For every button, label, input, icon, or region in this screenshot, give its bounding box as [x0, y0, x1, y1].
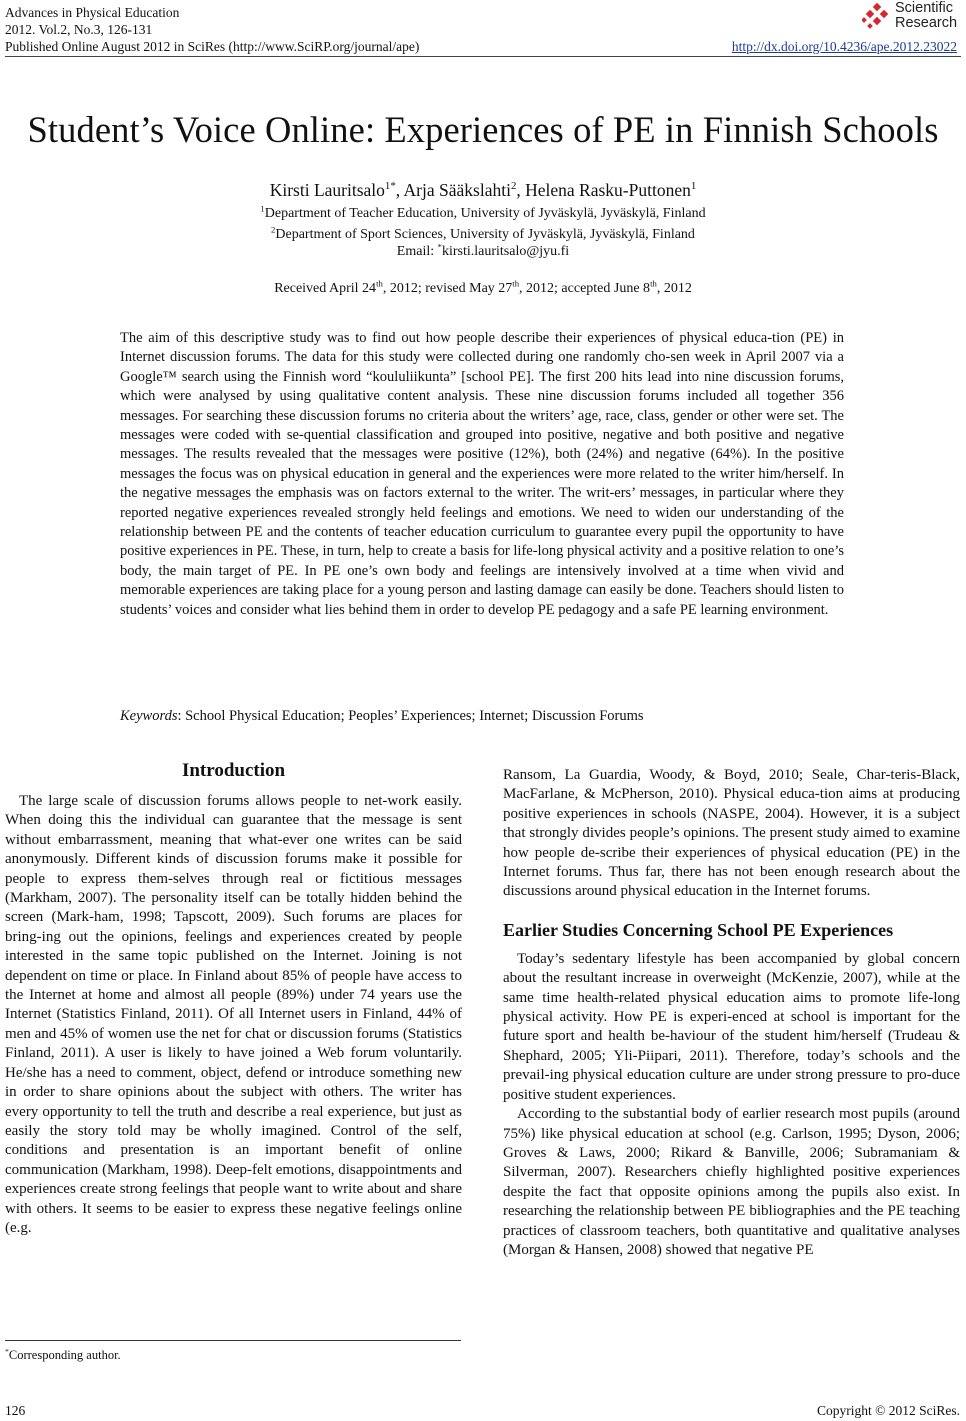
email-address[interactable]: kirsti.lauritsalo@jyu.fi — [441, 244, 570, 259]
affiliation-sup: 2 — [271, 224, 276, 235]
volume-info: 2012. Vol.2, No.3, 126-131 — [5, 22, 153, 37]
intro-paragraph-continued: Ransom, La Guardia, Woody, & Boyd, 2010; Seale, Char-teris-Black, MacFarlane, & McPherson, 2010). Physical educa-tion aims at producing positive experiences in schools (NASPE, 2004). However, it is a subject that strongly divides people’s opinions. The present study aimed to examine how people de-scribe their experiences of physical education (PE) in the Internet forums. Thus far, there has not been enough research about the discussions around physical education in the Internet forums. — [503, 767, 960, 900]
logo-text-research: Research — [895, 15, 958, 31]
author-sup: 2 — [510, 180, 517, 193]
earlier-paragraph-2: According to the substantial body of earlier research most pupils (around 75%) like physical education at school (e.g. Carlson, 1995; Dyson, 2006; Groves & Laws, 2000; Rikard & Banville, 2006; Subramaniam & Silverman, 2007). Researchers chiefly highlighted positive experiences despite the fact that opposite opinions among the pupils also exist. In researching the relationship between PE bibliographies and the PE teaching practices of classroom teachers, both quantitative and qualitative analyses (Morgan & Hansen, 2008) showed that negative PE — [503, 1106, 960, 1258]
footnote-divider — [5, 1340, 461, 1341]
abstract: The aim of this descriptive study was to find out how people describe their experiences of physical educa-tion (PE) in Internet discussion forums. The data for this study were collected during one randomly cho-sen week in April 2007 via a Google™ search using the Finnish word “koululiikunta” [school PE]. The first 200 hits lead into nine discussion forums, which were analysed by using qualitative content analysis. These nine discussion forums included all together 356 messages. For searching these discussion forums no criteria about the writers’ age, race, class, gender or other were set. The messages were coded with se-quential classification and grouped into positive, negative and both positive and negative messages. The results revealed that the messages were positive (12%), both (24%) and negative (64%). In the positive messages the focus was on physical education in general and the experiences were more related to the writer him/herself. In the negative messages the emphasis was on factors external to the writer. The writ-ers’ messages, in particular where they reported negative experiences revealed strongly held feelings and emotions. We need to widen our understanding of the relationship between PE and the contents of teacher education curriculum to guarantee every pupil the opportunity to have positive experiences in PE. These, in turn, help to create a basis for life-long physical activity and a positive relation to one’s body, the main target of PE. In PE one’s own body and feelings are intensively involved at a time when vivid and memorable experiences are taking place for a young person and lasting damage can easily be done. Teachers should listen to students’ voices and consider what lies behind them in order to develop PE pedagogy and a safe PE learning environment. — [120, 330, 844, 618]
author-name: Arja Sääkslahti — [403, 180, 511, 200]
right-column — [503, 766, 960, 1260]
publication-info: Published Online August 2012 in SciRes (http://www.SciRP.org/journal/ape) — [5, 39, 420, 54]
date-sup: th — [512, 278, 520, 289]
section-heading-introduction: Introduction — [181, 760, 286, 781]
doi-link[interactable]: http://dx.doi.org/10.4236/ape.2012.23022 — [731, 39, 957, 54]
contact-email — [0, 241, 966, 260]
affiliation-2 — [0, 224, 966, 243]
intro-paragraph: The large scale of discussion forums allows people to net-work easily. When doing this the individual can guarantee that the message is sent without embarrassment, meaning that what-ever one writes can be said anonymously. Different kinds of discussion forums make it possible for people to express them-selves through real or fictitious messages (Markham, 2007). The personality itself can be totally hidden behind the screen (Mark-ham, 1998; Tapscott, 2009). Such forums are places for bring-ing out the opinions, feelings and experiences created by people interested in the same topic published on the Internet. Joining is not dependent on time or place. In Finland about 85% of people have access to the Internet at home and almost all people (89%) under 74 years use the Internet (Statistics Finland, 2011). Of all Internet users in Finland, 44% of men and 45% of women use the net for chat or discussion forums (Statistics Finland, 2011). A user is likely to have joined a Web forum voluntarily. He/she has a need to comment, object, defend or introduce something new in order to share opinions about the subject with others. The writer has every opportunity to tell the truth and describe a real experience, but just as easily the story told may be wholly imagined. Control of the self, conditions and presentation is an important benefit of online communication (Markham, 1998). Deep-felt emotions, disappointments and experiences create strong feelings that people want to write about and share with others. It seems to be easier to express these negative feelings online (e.g. — [5, 793, 462, 1236]
affiliation-sup: 1 — [260, 203, 265, 214]
earlier-paragraph-1: Today’s sedentary lifestyle has been accompanied by global concern about the resultant increase in overweight (McKenzie, 2007), while at the same time health-related physical education aims to promote life-long physical activity. How PE is experi-enced at school is important for the future sport and health be-haviour of the student him/herself (Trudeau & Shephard, 2005; Yli-Piipari, 2011). Therefore, today’s schools and the prevail-ing physical education culture are under strong pressure to pro-duce positive student experiences. — [503, 950, 960, 1103]
author-sup: 1 — [690, 180, 697, 193]
author-sup: 1* — [384, 180, 396, 193]
journal-name: Advances in Physical Education — [5, 5, 180, 20]
keywords-label: Keywords — [120, 708, 178, 724]
affiliation-text: Department of Teacher Education, University of Jyväskylä, Jyväskylä, Finland — [264, 206, 706, 221]
author-name: Kirsti Lauritsalo — [269, 180, 385, 200]
page-number: 126 — [5, 1403, 26, 1418]
revised-text: , 2012; revised May 27 — [382, 281, 513, 296]
footnote — [5, 1348, 121, 1363]
paper-title: Student’s Voice Online: Experiences of PE in Finnish Schools — [27, 109, 939, 150]
author-name: Helena Rasku-Puttonen — [525, 180, 691, 200]
sciRes-diamond-logo-icon — [862, 3, 892, 31]
footnote-text: Corresponding author. — [8, 1348, 121, 1362]
publisher-logo — [862, 0, 960, 34]
year-text: , 2012 — [656, 281, 692, 296]
section-heading-earlier-studies: Earlier Studies Concerning School PE Experiences — [503, 919, 894, 940]
received-dates — [0, 278, 966, 297]
date-sup: th — [376, 278, 383, 289]
affiliation-text: Department of Sport Sciences, University of Jyväskylä, Jyväskylä, Finland — [275, 227, 695, 242]
copyright-notice: Copyright © 2012 SciRes. — [816, 1403, 960, 1418]
affiliation-1 — [0, 203, 966, 222]
keywords — [120, 708, 644, 725]
received-text: Received April 24 — [274, 281, 377, 296]
author-list: Kirsti Lauritsalo$^{1*}$, Arja Sääkslahti$^2$, Helena Rasku-Puttonen$^1$ — [269, 180, 697, 200]
running-header — [5, 4, 961, 55]
email-sup: * — [437, 241, 442, 252]
header-divider — [5, 56, 961, 57]
email-label: Email: — [396, 244, 438, 259]
keywords-text: : School Physical Education; Peoples’ Experiences; Internet; Discussion Forums — [177, 708, 644, 724]
left-column — [5, 760, 462, 1238]
date-sup: th — [650, 278, 657, 289]
footnote-sup: * — [5, 1346, 9, 1356]
accepted-text: , 2012; accepted June 8 — [519, 281, 651, 296]
logo-text-scientific: Scientific — [895, 0, 954, 16]
